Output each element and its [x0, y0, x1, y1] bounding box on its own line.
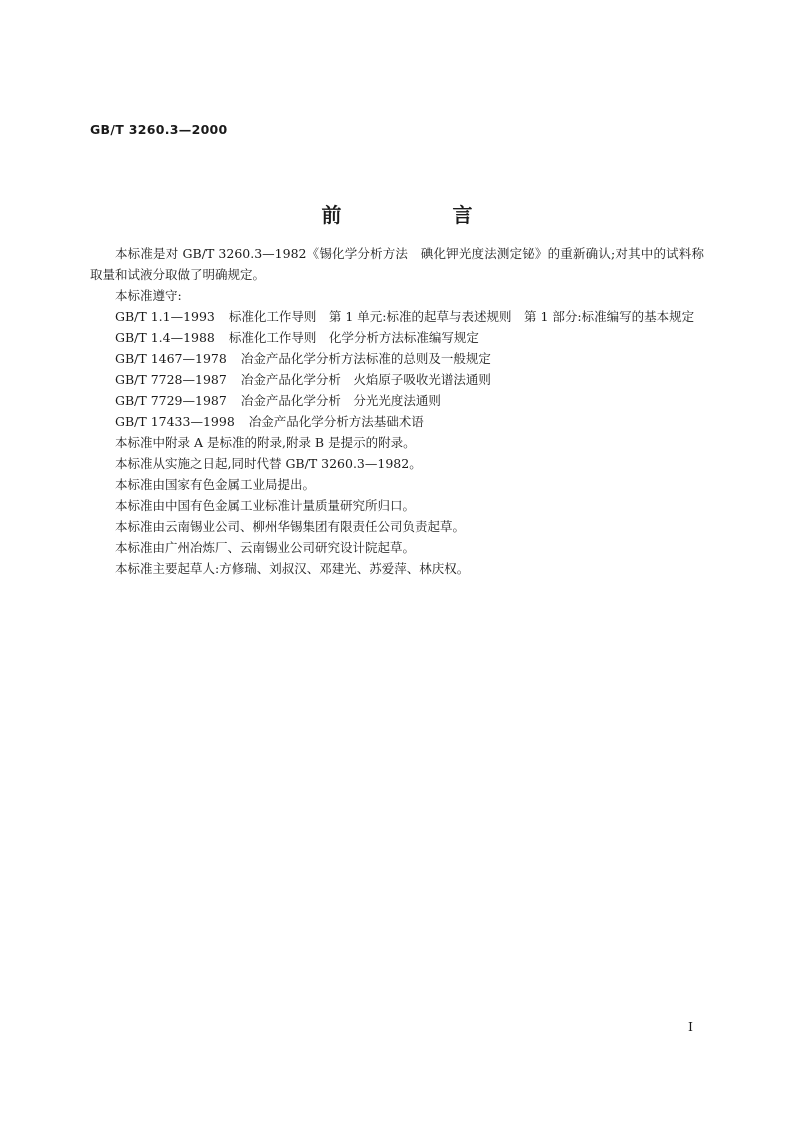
reference-code: GB/T 7728—1987 [115, 372, 227, 387]
intro-paragraph: 本标准是对 GB/T 3260.3—1982《锡化学分析方法 碘化钾光度法测定铋》的重新确认;对其中的试料称取量和试液分取做了明确规定。 [90, 246, 704, 282]
follows-paragraph: 本标准遵守: [115, 288, 182, 303]
drafters-statement: 本标准主要起草人:方修瑞、刘叔汉、邓建光、苏爱萍、林庆权。 [115, 561, 470, 576]
appendix-statement: 本标准中附录 A 是标准的附录,附录 B 是提示的附录。 [115, 435, 416, 450]
reference-code: GB/T 7729—1987 [115, 393, 227, 408]
reference-item [90, 348, 704, 369]
reference-title: 冶金产品化学分析 火焰原子吸收光谱法通则 [240, 372, 491, 387]
reference-code: GB/T 1467—1978 [115, 351, 227, 366]
reference-item [90, 327, 704, 348]
reference-title: 冶金产品化学分析方法基础术语 [248, 414, 424, 429]
reference-code: GB/T 17433—1998 [115, 414, 235, 429]
reference-title: 标准化工作导则 化学分析方法标准编写规定 [228, 330, 479, 345]
drafted-by-statement: 本标准由云南锡业公司、柳州华锡集团有限责任公司负责起草。 [115, 519, 466, 534]
reference-title: 冶金产品化学分析 分光光度法通则 [240, 393, 441, 408]
reference-item [90, 306, 704, 327]
reference-title: 冶金产品化学分析方法标准的总则及一般规定 [240, 351, 491, 366]
proposed-by-statement: 本标准由国家有色金属工业局提出。 [115, 477, 316, 492]
reference-item [90, 369, 704, 390]
reference-item [90, 411, 704, 432]
reference-code: GB/T 1.1—1993 [115, 309, 215, 324]
reference-title: 标准化工作导则 第 1 单元:标准的起草与表述规则 第 1 部分:标准编写的基本规定 [228, 309, 695, 324]
reference-item [90, 390, 704, 411]
foreword-body [90, 243, 704, 579]
replaces-statement: 本标准从实施之日起,同时代替 GB/T 3260.3—1982。 [115, 456, 422, 471]
drafting-units-statement: 本标准由广州冶炼厂、云南锡业公司研究设计院起草。 [115, 540, 416, 555]
page-number: I [688, 1019, 693, 1034]
page-title: 前 言 [321, 203, 525, 227]
managed-by-statement: 本标准由中国有色金属工业标准计量质量研究所归口。 [115, 498, 416, 513]
reference-code: GB/T 1.4—1988 [115, 330, 215, 345]
standard-code: GB/T 3260.3—2000 [90, 122, 228, 137]
